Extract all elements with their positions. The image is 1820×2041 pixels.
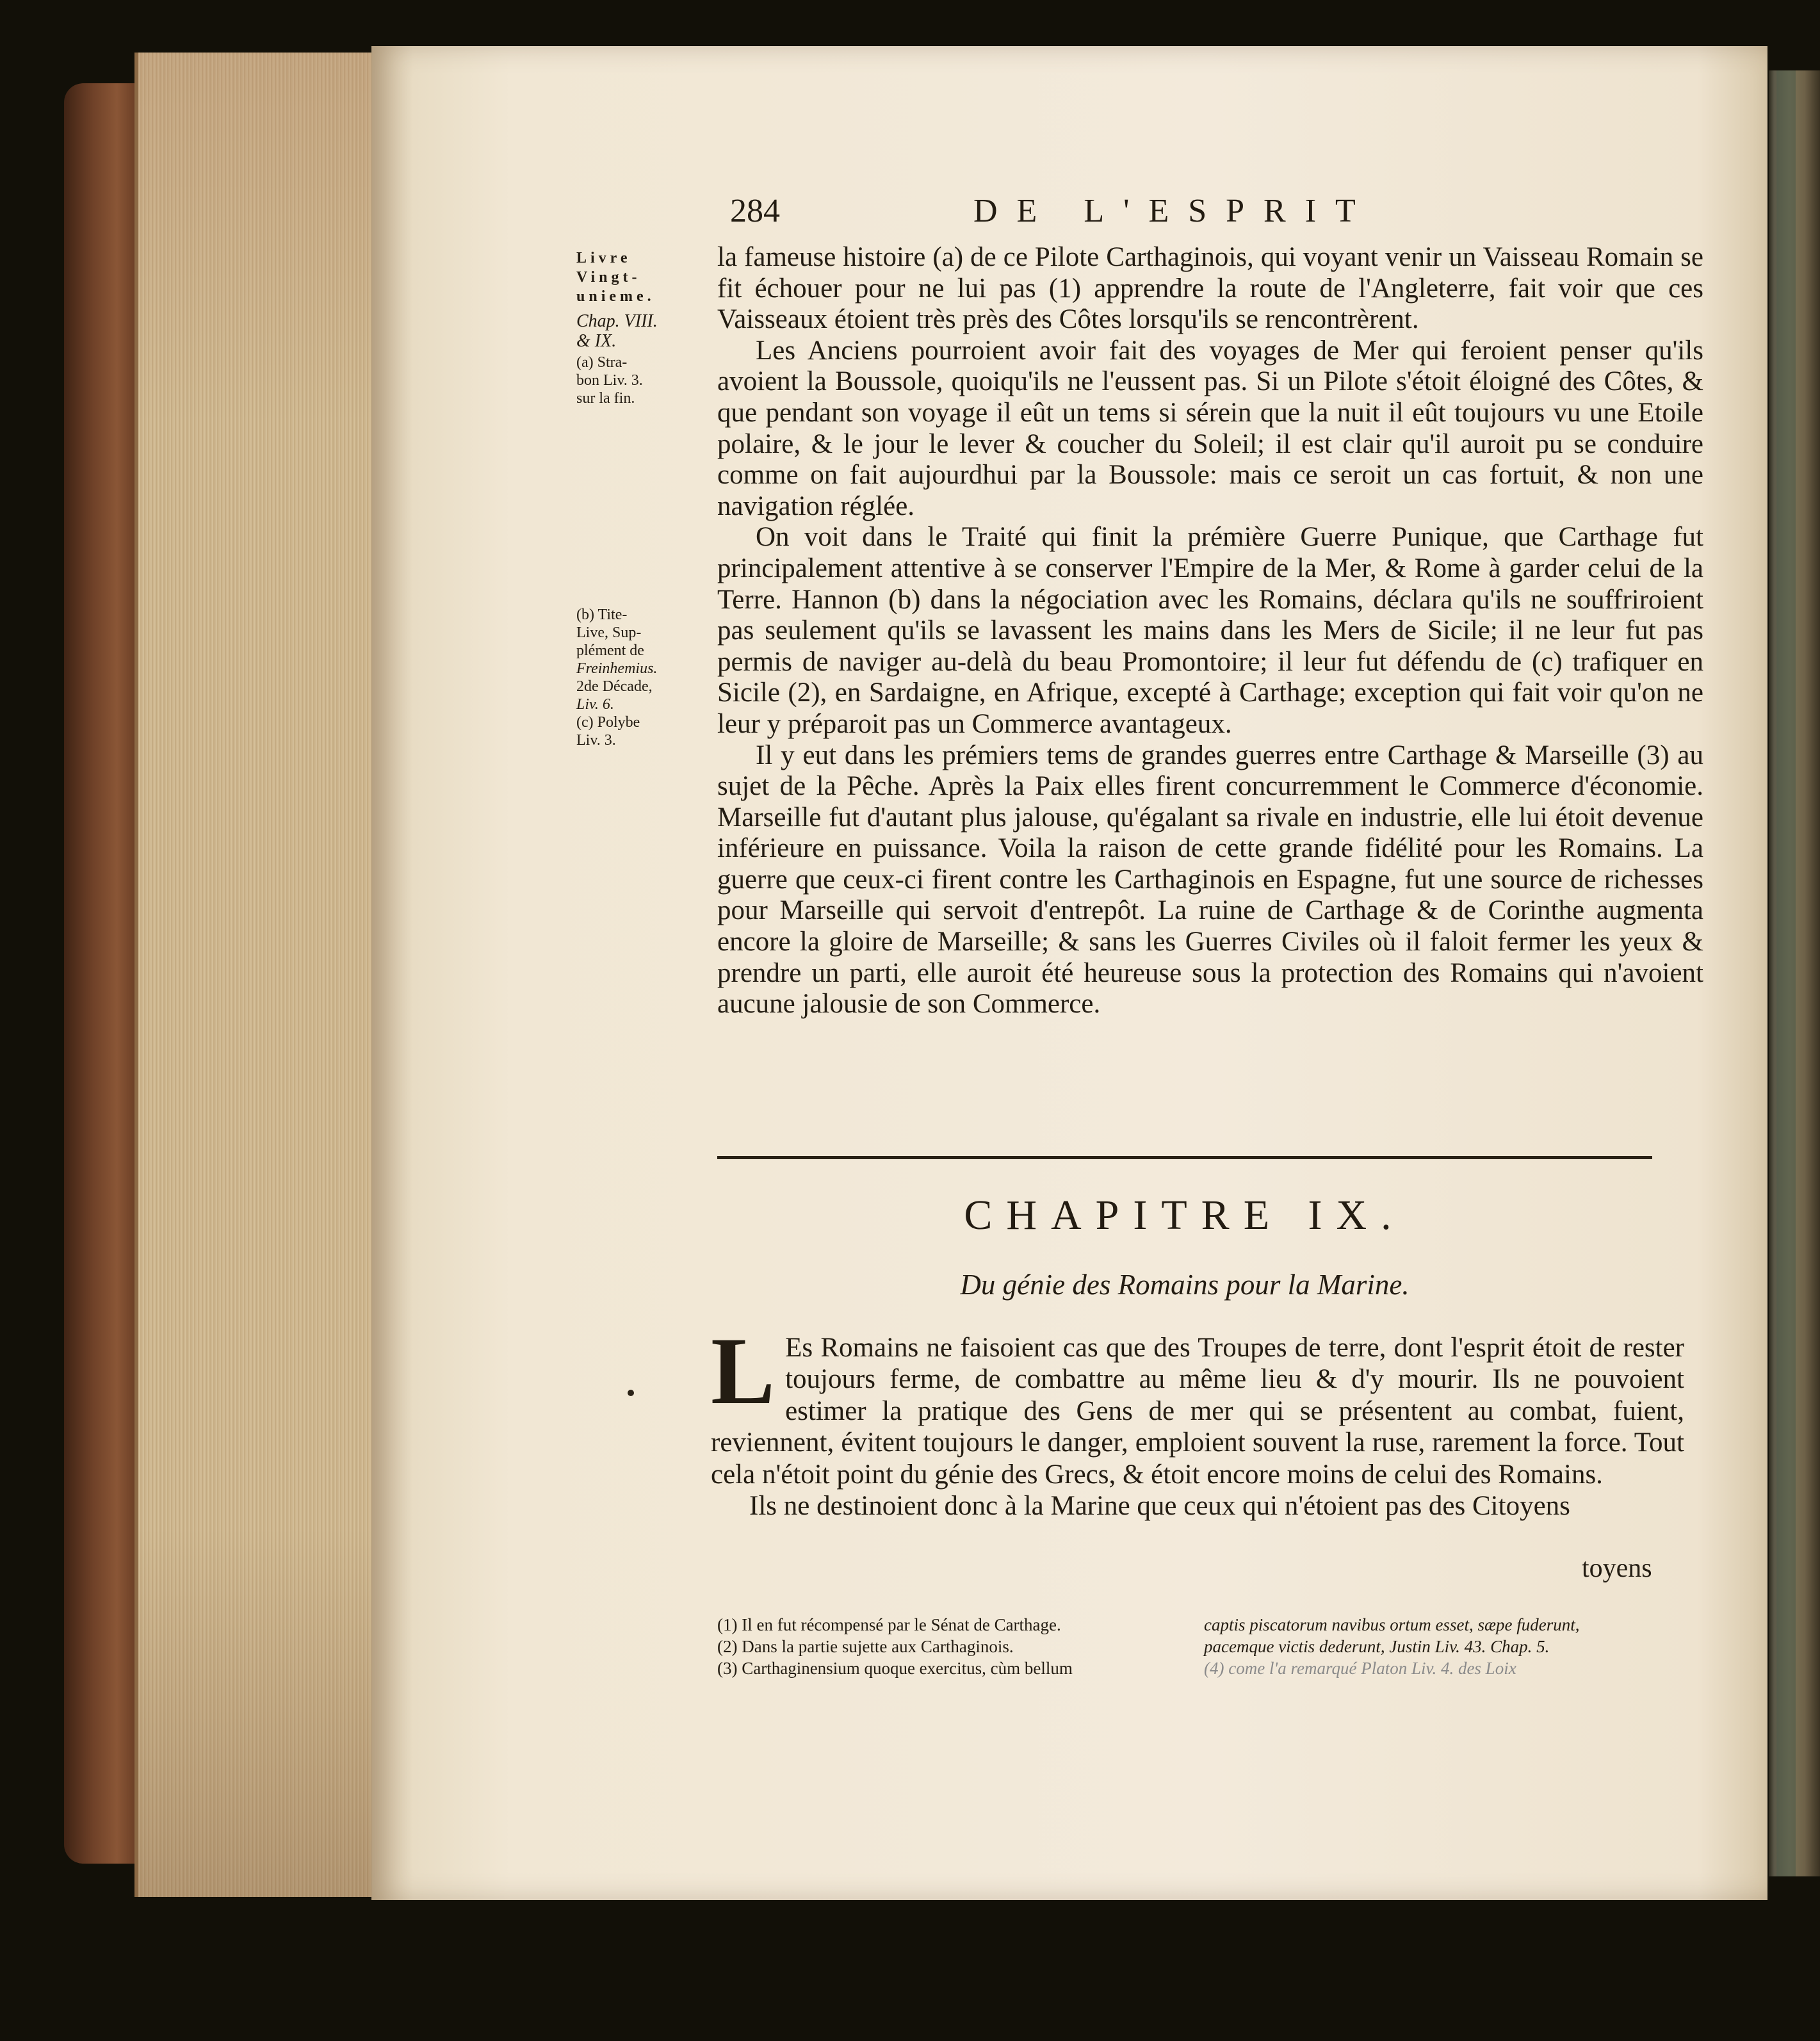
margin-footnote-a: sur la fin.	[576, 390, 635, 407]
page-header	[730, 192, 1447, 243]
margin-footnote-b: Liv. 6.	[576, 696, 614, 713]
footnote: pacemque victis dederunt, Justin Liv. 43. Chap. 5.	[1204, 1637, 1550, 1656]
footnote: (2) Dans la partie sujette aux Carthaginois.	[717, 1637, 1014, 1656]
catchword: toyens	[1582, 1554, 1652, 1583]
body-text	[717, 242, 1703, 1020]
footnote: captis piscatorum navibus ortum esset, sæpe fuderunt,	[1204, 1615, 1580, 1634]
margin-book-label: unieme.	[576, 288, 655, 305]
drop-cap: L	[711, 1318, 776, 1424]
margin-footnote-a: bon Liv. 3.	[576, 372, 643, 389]
margin-footnote-a: (a) Stra-	[576, 354, 628, 371]
ink-dot	[628, 1390, 634, 1396]
footnotes-right-column	[1204, 1614, 1703, 1679]
margin-footnote-b: 2de Décade,	[576, 678, 653, 695]
margin-book-label: Livre	[576, 250, 631, 266]
paragraph: On voit dans le Traité qui finit la prémière Guerre Punique, que Carthage fut principalement attentive à se conserver l'Empire de la Mer, & Rome à garder celui de la Terre. Hannon (b) dans la négociation avec les Romains, déclara qu'ils ne souffriroient pas seulement qu'ils se lavassent les mains dans les Mers de Sicile; il ne leur fut pas permis de naviger au-delà du beau Promontoire; il leur fut défendu de (c) trafiquer en Sicile (2), en Sardaigne, en Afrique, excepté à Carthage; exception qui fait voir qu'on ne leur y préparoit pas un Commerce avantageux.	[717, 522, 1703, 739]
chapter-subtitle: Du génie des Romains pour la Marine.	[960, 1269, 1410, 1301]
margin-book-label: Vingt-	[576, 269, 641, 286]
margin-footnote-b: Freinhemius.	[576, 660, 658, 677]
paragraph: Il y eut dans les prémiers tems de grandes guerres entre Carthage & Marseille (3) au sujet de la Pêche. Après la Paix elles firent concurremment le Commerce d'économie. Marseille fut d'autant plus jalouse, qu'égalant sa rivale en industrie, elle lui étoit devenue inférieure en puissance. Voila la raison de cette grande fidélité pour les Romains. La guerre que ceux-ci firent contre les Carthaginois en Espagne, fut une source de richesses pour Marseille qui servoit d'entrepôt. La ruine de Carthage & de Corinthe augmenta encore la gloire de Marseille; & sans les Guerres Civiles où il faloit fermer les yeux & prendre un parti, elle auroit été heureuse sous la protection des Romains qui n'avoient aucune jalousie de son Commerce.	[717, 740, 1703, 1020]
margin-footnote-c: (c) Polybe	[576, 714, 640, 731]
margin-footnote-b: plément de	[576, 642, 644, 659]
margin-footnote-b: (b) Tite-	[576, 606, 628, 623]
margin-chapter-label: & IX.	[576, 331, 617, 351]
paragraph: Ils ne destinoient donc à la Marine que ceux qui n'étoient pas des Citoyens	[749, 1491, 1570, 1522]
chapter-text	[711, 1318, 1684, 1522]
paragraph-text: Es Romains ne faisoient cas que des Troupes de terre, dont l'esprit étoit de rester toujours ferme, de combattre au même lieu & d'y mourir. Ils ne pouvoient estimer la pratique des Gens de mer qui se présentent au combat, fuient, reviennent, évitent toujours le danger, emploient souvent la ruse, rarement la force. Tout cela n'étoit point du génie des Grecs, & étoit encore moins de celui des Romains.	[711, 1333, 1684, 1490]
facing-page-edge	[1769, 70, 1820, 1876]
chapter-heading: CHAPITRE IX.	[964, 1192, 1406, 1239]
margin-footnote-b: Live, Sup-	[576, 624, 642, 641]
paragraph: Les Anciens pourroient avoir fait des voyages de Mer qui feroient penser qu'ils avoient la Boussole, quoiqu'ils ne l'eussent pas. Si un Pilote s'étoit éloigné des Côtes, & que pendant son voyage il eût un tems si sérein que la nuit il eût toujours vu une Etoile polaire, & le jour le lever & coucher du Soleil; il est clair qu'il auroit pu se conduire comme on fait aujourdhui par la Boussole: mais ce seroit un cas fortuit, & non une navigation réglée.	[717, 335, 1703, 521]
section-divider	[717, 1156, 1652, 1159]
margin-footnote-c: Liv. 3.	[576, 732, 616, 749]
page-block-edges	[134, 53, 382, 1897]
running-title: DE L'ESPRIT	[973, 193, 1375, 229]
margin-chapter-label: Chap. VIII.	[576, 311, 658, 331]
footnote: (3) Carthaginensium quoque exercitus, cùm bellum	[717, 1659, 1073, 1678]
handwritten-note: (4) come l'a remarqué Platon Liv. 4. des Loix	[1204, 1659, 1516, 1678]
margin-notes	[576, 248, 717, 749]
footnote: (1) Il en fut récompensé par le Sénat de Carthage.	[717, 1615, 1061, 1634]
paragraph	[711, 1318, 1684, 1490]
paragraph: la fameuse histoire (a) de ce Pilote Carthaginois, qui voyant venir un Vaisseau Romain se fit échouer pour ne lui pas (1) apprendre la route de l'Angleterre, fait voir que ces Vaisseaux étoient très près des Côtes lorsqu'ils se rencontrèrent.	[717, 242, 1703, 335]
footnotes-left-column	[717, 1614, 1191, 1679]
page-number: 284	[730, 193, 780, 229]
